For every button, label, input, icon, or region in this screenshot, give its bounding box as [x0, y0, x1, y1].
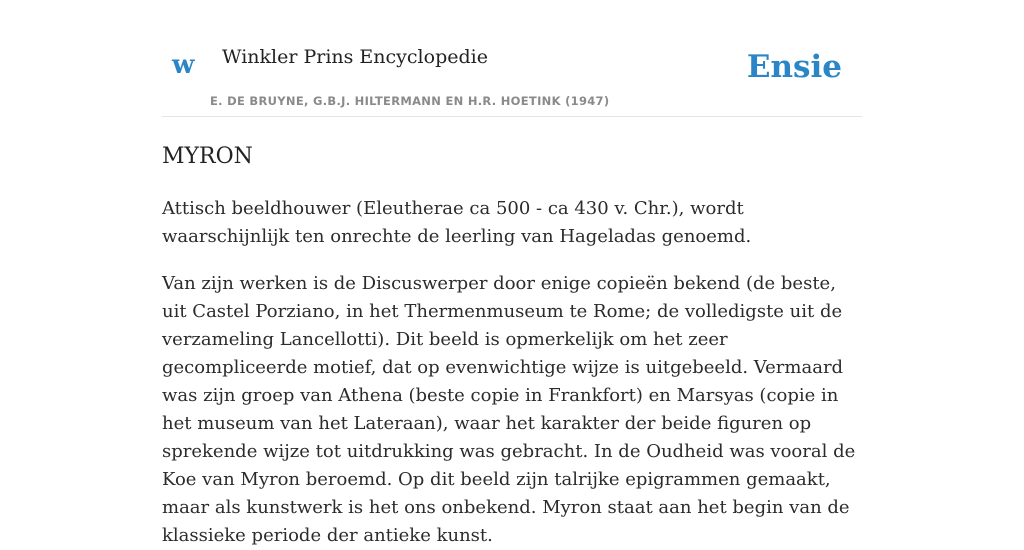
article-paragraph: Van zijn werken is de Discuswerper door enige copieën bekend (de beste, uit Castel Porziano, in het Thermenmuseum te Rome; de volledigste uit de verzameling Lancellotti). Dit beeld is opmerkelijk om het zeer gecompliceerde motief, dat op evenwichtige wijze is uitgebeeld. Vermaard was zijn groep van Athena (beste copie in Frankfort) en Marsyas (copie in het museum van het Lateraan), waar het karakter der beide figuren op sprekende wijze tot uitdrukking was gebracht. In de Oudheid was vooral de Koe van Myron beroemd. Op dit beeld zijn talrijke epigrammen gemaakt, maar als kunstwerk is het ons onbekend. Myron staat aan het begin van de klassieke periode der antieke kunst. [162, 273, 856, 547]
page-container [162, 0, 862, 550]
lemma-title: MYRON [162, 144, 253, 169]
ensie-brand-logo[interactable]: Ensie [746, 49, 842, 85]
winkler-prins-logo[interactable]: w [172, 50, 195, 80]
source-authors: E. DE BRUYNE, G.B.J. HILTERMANN EN H.R. HOETINK (1947) [210, 94, 610, 108]
article-paragraph: Attisch beeldhouwer (Eleutherae ca 500 - ca 430 v. Chr.), wordt waarschijnlijk ten onrechte de leerling van Hageladas genoemd. [162, 198, 752, 248]
source-header [162, 0, 862, 117]
source-title[interactable]: Winkler Prins Encyclopedie [222, 46, 488, 68]
